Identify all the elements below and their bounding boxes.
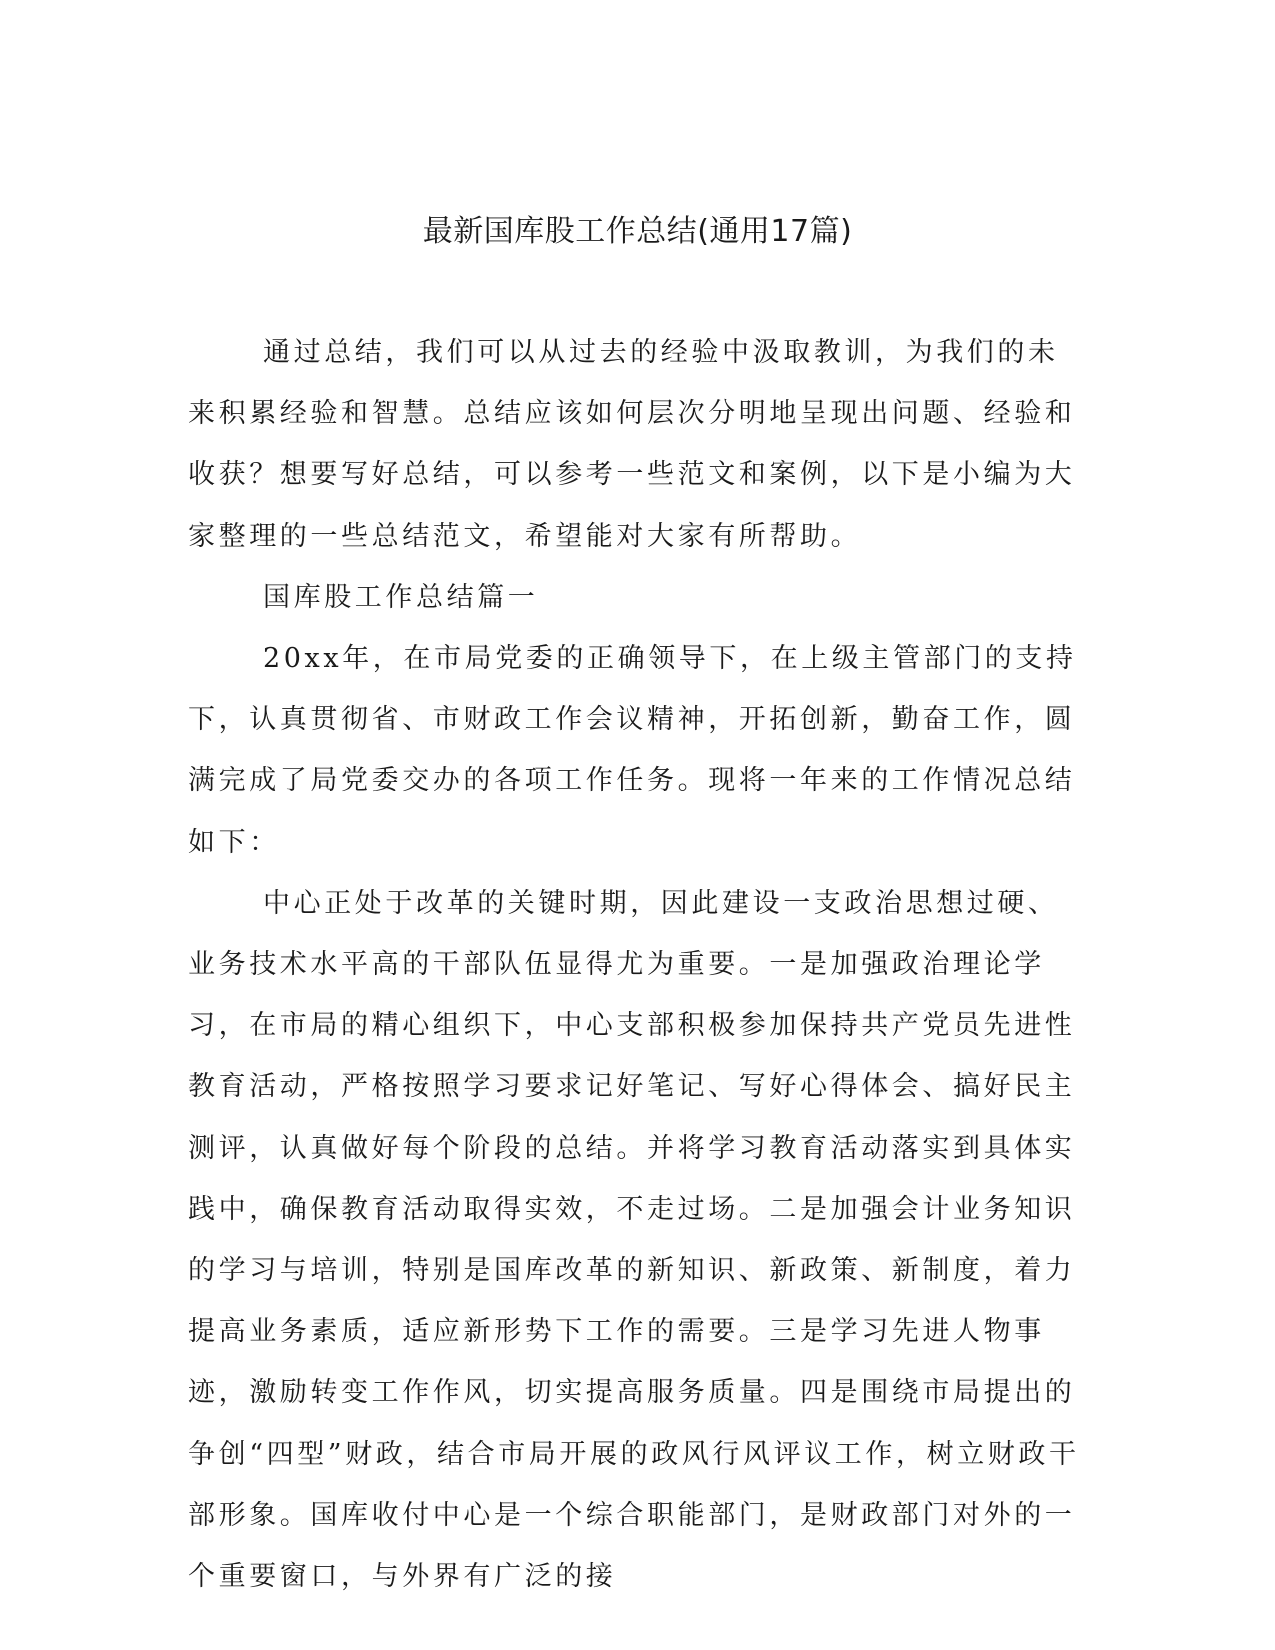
- document-title: 最新国库股工作总结(通用17篇): [422, 214, 853, 249]
- document-body: [188, 322, 1088, 1607]
- body-paragraph: 20xx年，在市局党委的正确领导下，在上级主管部门的支持下，认真贯彻省、市财政工作会议精神，开拓创新，勤奋工作，圆满完成了局党委交办的各项工作任务。现将一年来的工作情况总结如下：: [188, 643, 1077, 858]
- body-paragraph: 中心正处于改革的关键时期，因此建设一支政治思想过硬、业务技术水平高的干部队伍显得尤为重要。一是加强政治理论学习，在市局的精心组织下，中心支部积极参加保持共产党员先进性教育活动，严格按照学习要求记好笔记、写好心得体会、搞好民主测评，认真做好每个阶段的总结。并将学习教育活动落实到具体实践中，确保教育活动取得实效，不走过场。二是加强会计业务知识的学习与培训，特别是国库改革的新知识、新政策、新制度，着力提高业务素质，适应新形势下工作的需要。三是学习先进人物事迹，激励转变工作作风，切实提高服务质量。四是围绕市局提出的争创“四型”财政，结合市局开展的政风行风评议工作，树立财政干部形象。国库收付中心是一个综合职能部门，是财政部门对外的一个重要窗口，与外界有广泛的接: [188, 887, 1080, 1593]
- intro-paragraph: 通过总结，我们可以从过去的经验中汲取教训，为我们的未来积累经验和智慧。总结应该如何层次分明地呈现出问题、经验和收获？想要写好总结，可以参考一些范文和案例，以下是小编为大家整理的一些总结范文，希望能对大家有所帮助。: [188, 337, 1076, 552]
- section-heading: 国库股工作总结篇一: [263, 581, 539, 613]
